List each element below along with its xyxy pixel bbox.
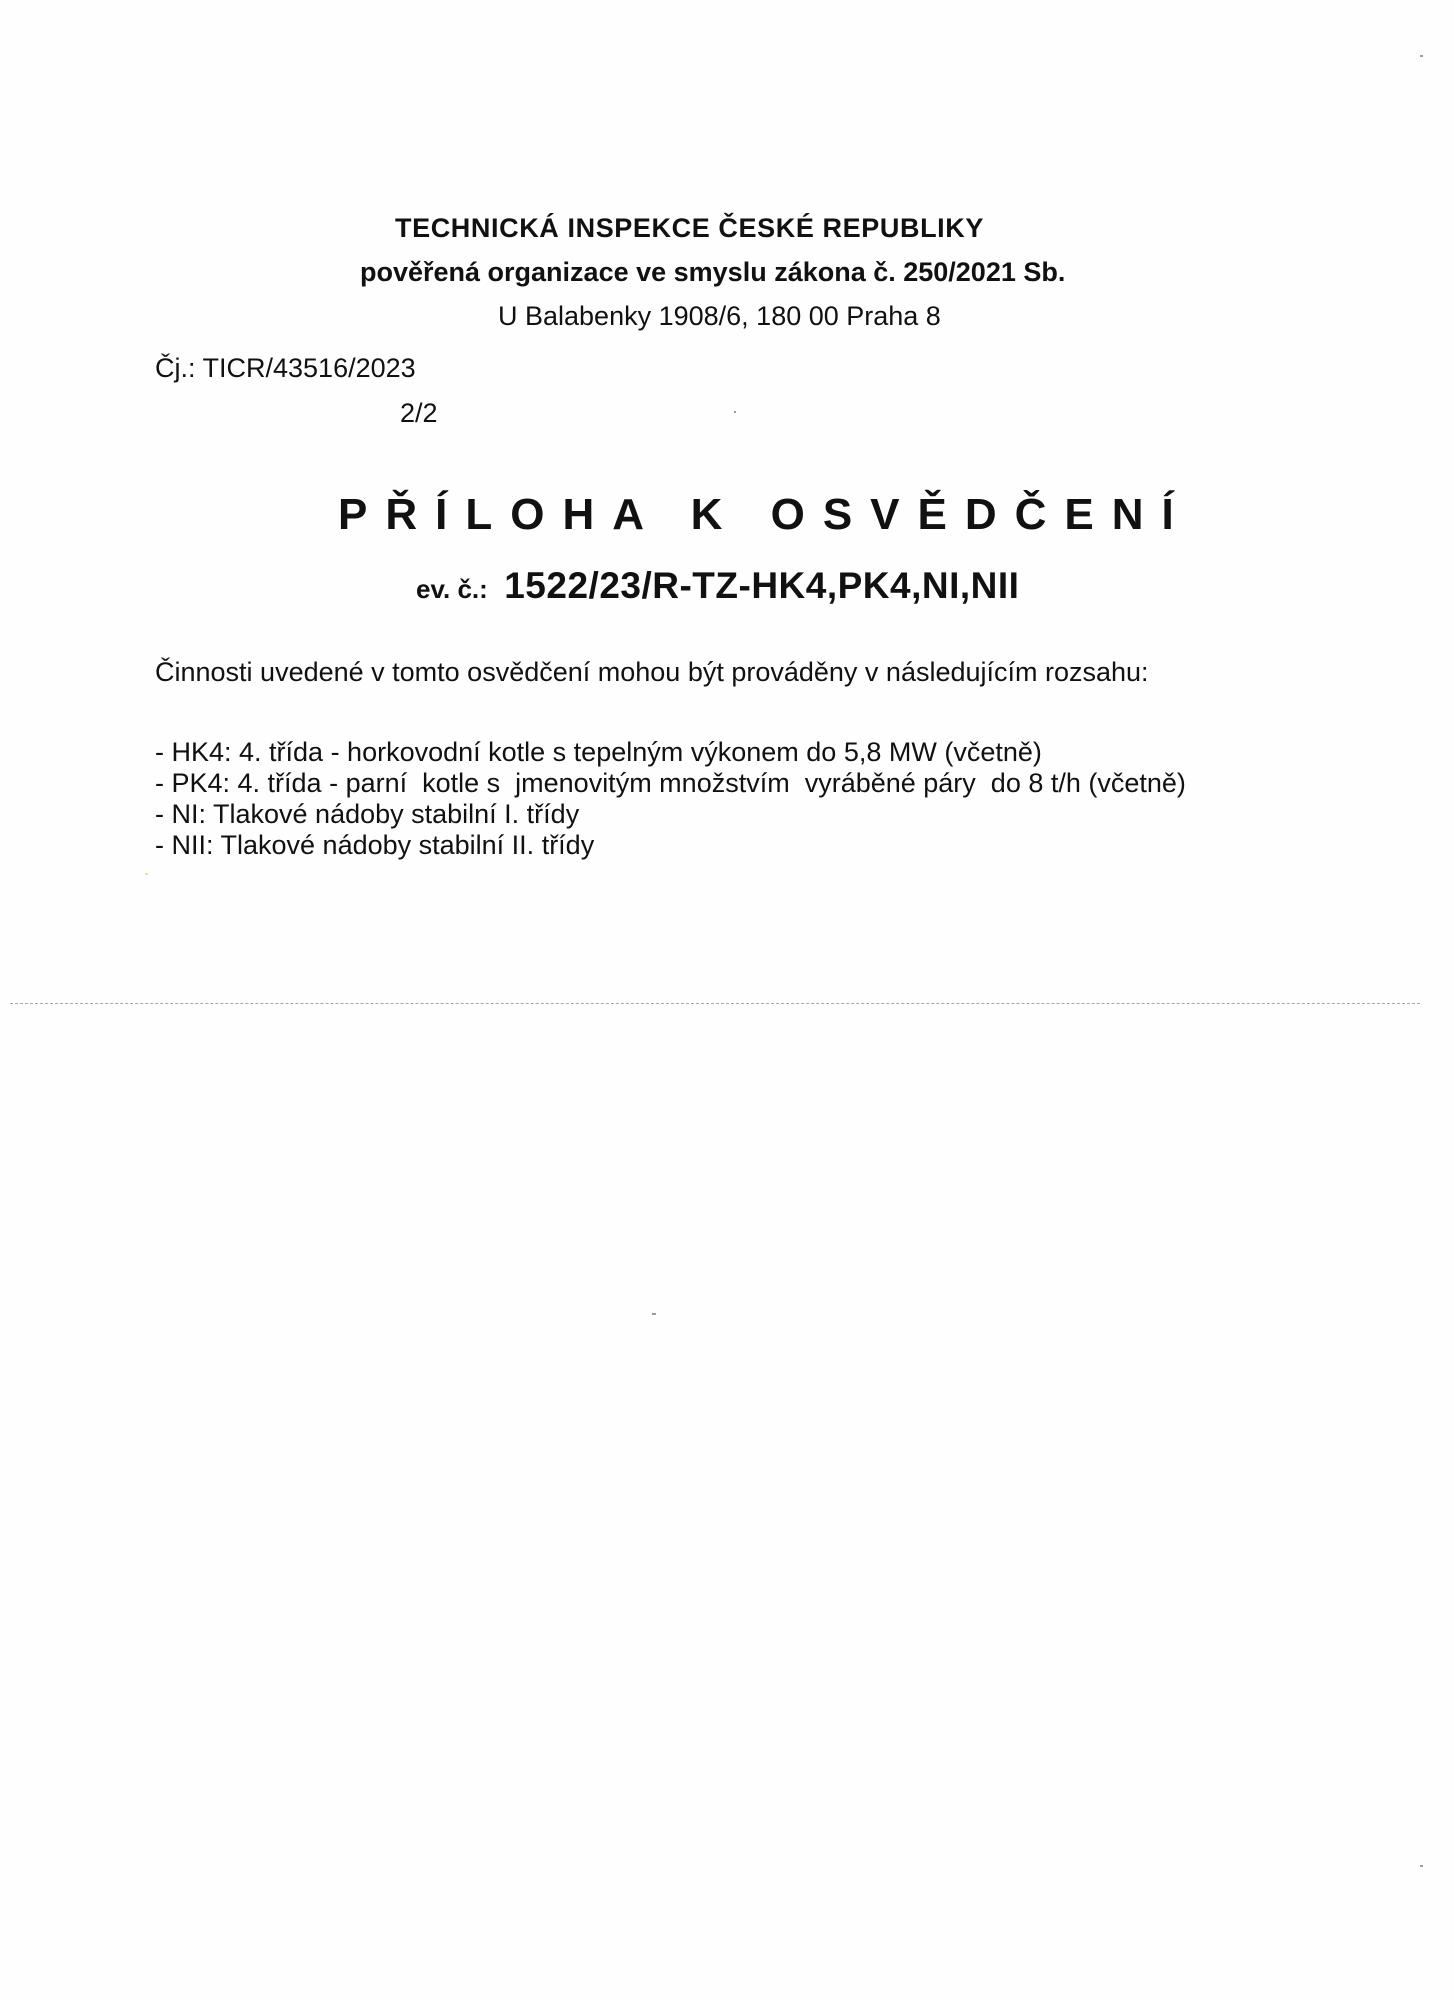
scope-intro: Činnosti uvedené v tomto osvědčení mohou být prováděny v následujícím rozsahu: [155,657,1149,687]
page-number: 2/2 [400,398,438,428]
scan-speck [145,873,148,875]
scope-item-hk4: - HK4: 4. třída - horkovodní kotle s tepelným výkonem do 5,8 MW (včetně) [155,737,1042,767]
organization-authority: pověřená organizace ve smyslu zákona č. 250/2021 Sb. [360,257,1066,287]
reference-number: Čj.: TICR/43516/2023 [155,353,416,383]
scan-speck [1420,55,1423,57]
scan-speck [1420,1865,1423,1867]
organization-name: TECHNICKÁ INSPEKCE ČESKÉ REPUBLIKY [395,213,984,243]
scope-item-nii: - NII: Tlakové nádoby stabilní II. třídy [155,830,595,860]
scope-item-ni: - NI: Tlakové nádoby stabilní I. třídy [155,799,580,829]
evidence-row [416,565,1019,607]
scan-speck [734,411,736,413]
scope-list [155,737,1186,861]
scan-fold-line [10,1003,1420,1004]
scope-item-pk4: - PK4: 4. třída - parní kotle s jmenovitým množstvím vyráběné páry do 8 t/h (včetně) [155,768,1186,798]
evidence-label: ev. č.: [416,574,488,604]
document-title: PŘÍLOHA K OSVĚDČENÍ [338,490,1192,539]
organization-address: U Balabenky 1908/6, 180 00 Praha 8 [498,301,941,331]
evidence-number: 1522/23/R-TZ-HK4,PK4,NI,NII [504,565,1020,606]
scan-speck [652,1313,656,1315]
